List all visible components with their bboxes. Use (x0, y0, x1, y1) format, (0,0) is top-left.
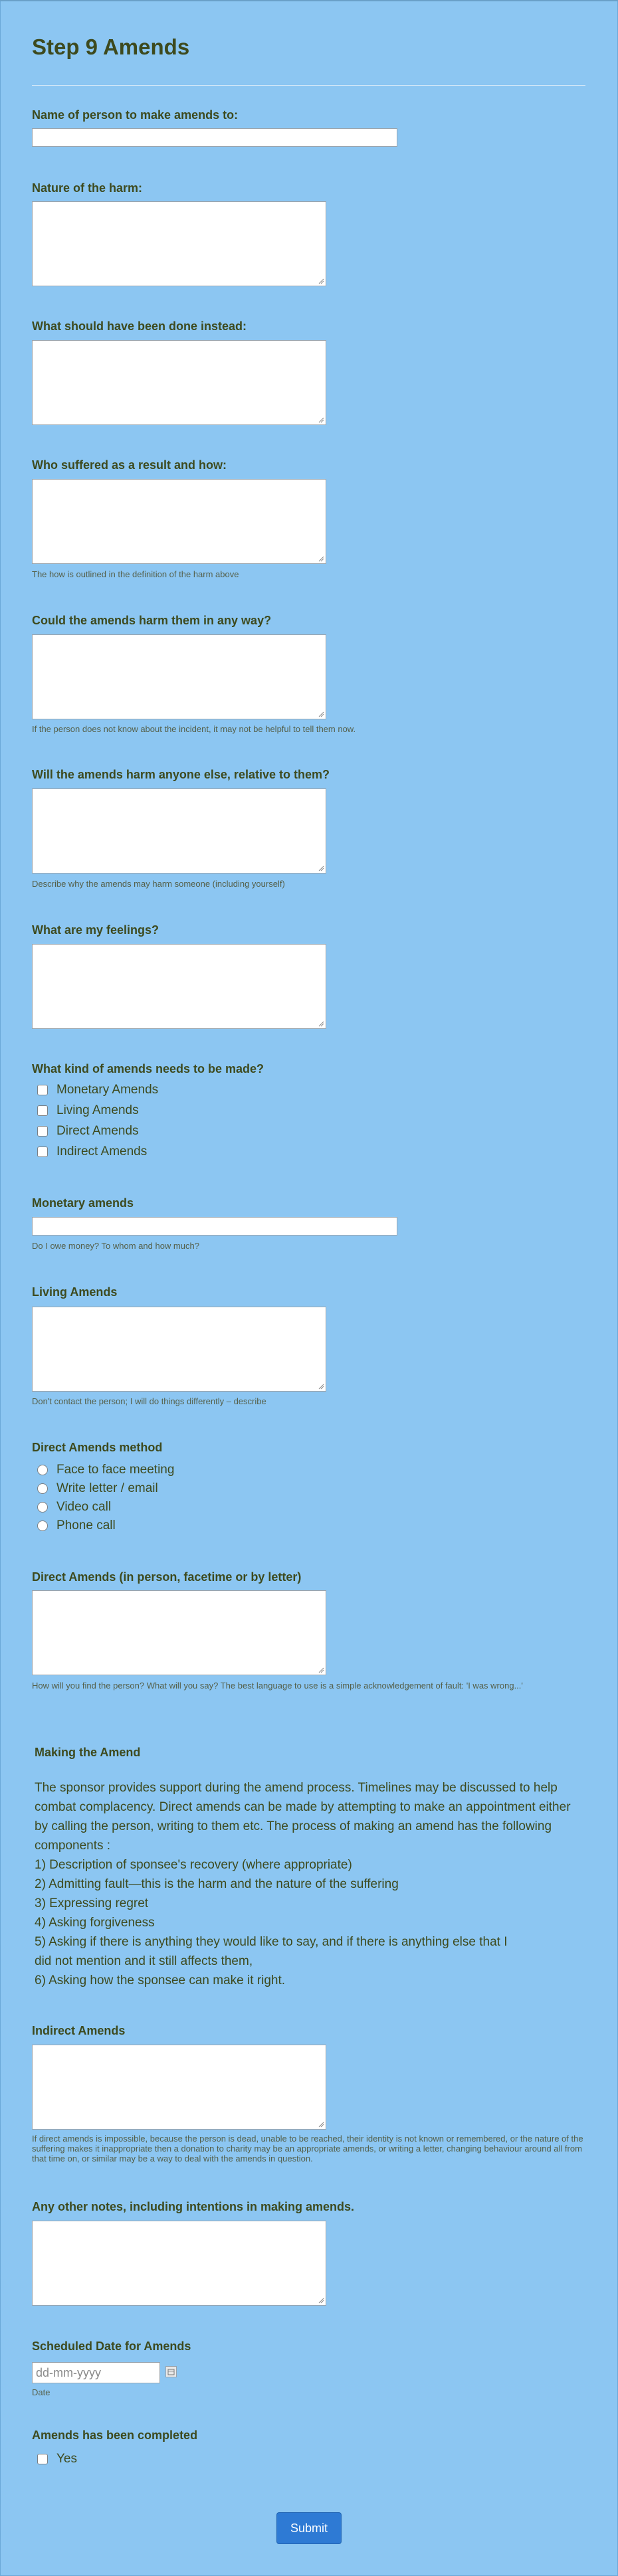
harm-else-label: Will the amends harm anyone else, relative to them? (32, 768, 330, 781)
monetary-label: Monetary amends (32, 1196, 134, 1210)
feelings-textarea[interactable] (32, 944, 326, 1029)
direct-method-label: Direct Amends method (32, 1441, 163, 1454)
could-harm-label: Could the amends harm them in any way? (32, 614, 272, 627)
checkbox[interactable] (37, 2454, 48, 2464)
page-title: Step 9 Amends (32, 35, 190, 59)
calendar-icon[interactable] (165, 2366, 177, 2377)
completed-label: Amends has been completed (32, 2429, 198, 2442)
instead-textarea[interactable] (32, 340, 326, 425)
kind-option-direct[interactable]: Direct Amends (37, 1124, 139, 1139)
date-input[interactable]: dd-mm-yyyy (32, 2362, 160, 2383)
title-divider (32, 85, 585, 86)
resize-grip-icon[interactable] (318, 417, 324, 423)
kind-option-monetary[interactable]: Monetary Amends (37, 1083, 158, 1097)
suffered-textarea[interactable] (32, 479, 326, 564)
direct-method-phone[interactable]: Phone call (37, 1518, 116, 1533)
radio-button[interactable] (37, 1465, 48, 1475)
harm-label: Nature of the harm: (32, 181, 143, 195)
resize-grip-icon[interactable] (318, 711, 324, 717)
name-input[interactable] (32, 128, 397, 147)
name-label: Name of person to make amends to: (32, 108, 239, 122)
feelings-label: What are my feelings? (32, 923, 159, 937)
notes-label: Any other notes, including intentions in making amends. (32, 2200, 355, 2213)
direct-method-face[interactable]: Face to face meeting (37, 1463, 174, 1477)
instead-label: What should have been done instead: (32, 320, 247, 333)
direct-textarea[interactable] (32, 1590, 326, 1675)
making-step: 1) Description of sponsee's recovery (where appropriate) (35, 1858, 352, 1872)
checkbox[interactable] (37, 1147, 48, 1157)
suffered-label: Who suffered as a result and how: (32, 458, 227, 472)
making-body (35, 1778, 586, 1990)
indirect-label: Indirect Amends (32, 2024, 126, 2037)
checkbox[interactable] (37, 1105, 48, 1116)
radio-button[interactable] (37, 1502, 48, 1513)
making-paragraph: The sponsor provides support during the amend process. Timelines may be discussed to help combat complacency. Direct amends can be made by attempting to make an appointment either by calling the person, writing to them etc. The process of making an amend has the following components : (35, 1781, 571, 1853)
resize-grip-icon[interactable] (318, 278, 324, 284)
indirect-help: If direct amends is impossible, because the person is dead, unable to be reached, their identity is not known or remembered, or the nature of the suffering makes it inappropriate then a donation to charity may be an appropriate amends, or writing a letter, changing behaviour around all from that time on, or similar may be a way to deal with the amends in question. (32, 2134, 583, 2163)
harm-textarea[interactable] (32, 201, 326, 286)
kind-label: What kind of amends needs to be made? (32, 1062, 264, 1075)
resize-grip-icon[interactable] (318, 866, 324, 872)
monetary-input[interactable] (32, 1217, 397, 1236)
resize-grip-icon[interactable] (318, 1384, 324, 1390)
calendar-glyph-icon (166, 2367, 176, 2377)
direct-help: How will you find the person? What will you say? The best language to use is a simple acknowledgement of fault: 'I was wrong...' (32, 1681, 523, 1691)
radio-button[interactable] (37, 1520, 48, 1531)
making-step: 4) Asking forgiveness (35, 1916, 155, 1930)
harm-else-textarea[interactable] (32, 788, 326, 874)
top-border (0, 0, 618, 1)
direct-label: Direct Amends (in person, facetime or by letter) (32, 1570, 302, 1584)
direct-method-letter[interactable]: Write letter / email (37, 1481, 158, 1496)
making-step: 6) Asking how the sponsee can make it right. (35, 1974, 286, 1987)
date-label: Scheduled Date for Amends (32, 2340, 191, 2353)
resize-grip-icon[interactable] (318, 556, 324, 562)
making-step: 2) Admitting fault—this is the harm and the nature of the suffering (35, 1877, 399, 1891)
monetary-help: Do I owe money? To whom and how much? (32, 1241, 199, 1251)
date-sublabel: Date (32, 2387, 51, 2397)
checkbox[interactable] (37, 1085, 48, 1095)
could-harm-help: If the person does not know about the incident, it may not be helpful to tell them now. (32, 724, 356, 734)
suffered-help: The how is outlined in the definition of the harm above (32, 569, 239, 579)
resize-grip-icon[interactable] (318, 2122, 324, 2128)
living-help: Don't contact the person; I will do things differently – describe (32, 1396, 266, 1406)
radio-button[interactable] (37, 1483, 48, 1494)
submit-button[interactable]: Submit (276, 2512, 342, 2544)
could-harm-textarea[interactable] (32, 634, 326, 719)
kind-option-living[interactable]: Living Amends (37, 1103, 139, 1118)
resize-grip-icon[interactable] (318, 1667, 324, 1673)
indirect-textarea[interactable] (32, 2045, 326, 2130)
completed-option-yes[interactable]: Yes (37, 2452, 77, 2466)
harm-else-help: Describe why the amends may harm someone (including yourself) (32, 879, 285, 889)
making-title: Making the Amend (35, 1746, 141, 1759)
making-step: 5) Asking if there is anything they would like to say, and if there is anything else that I did not mention and it still affects them, (35, 1935, 508, 1968)
resize-grip-icon[interactable] (318, 2298, 324, 2304)
resize-grip-icon[interactable] (318, 1021, 324, 1027)
checkbox[interactable] (37, 1126, 48, 1137)
living-textarea[interactable] (32, 1307, 326, 1392)
kind-option-indirect[interactable]: Indirect Amends (37, 1145, 147, 1159)
notes-textarea[interactable] (32, 2221, 326, 2306)
living-label: Living Amends (32, 1285, 118, 1299)
direct-method-video[interactable]: Video call (37, 1500, 111, 1515)
making-step: 3) Expressing regret (35, 1896, 149, 1910)
